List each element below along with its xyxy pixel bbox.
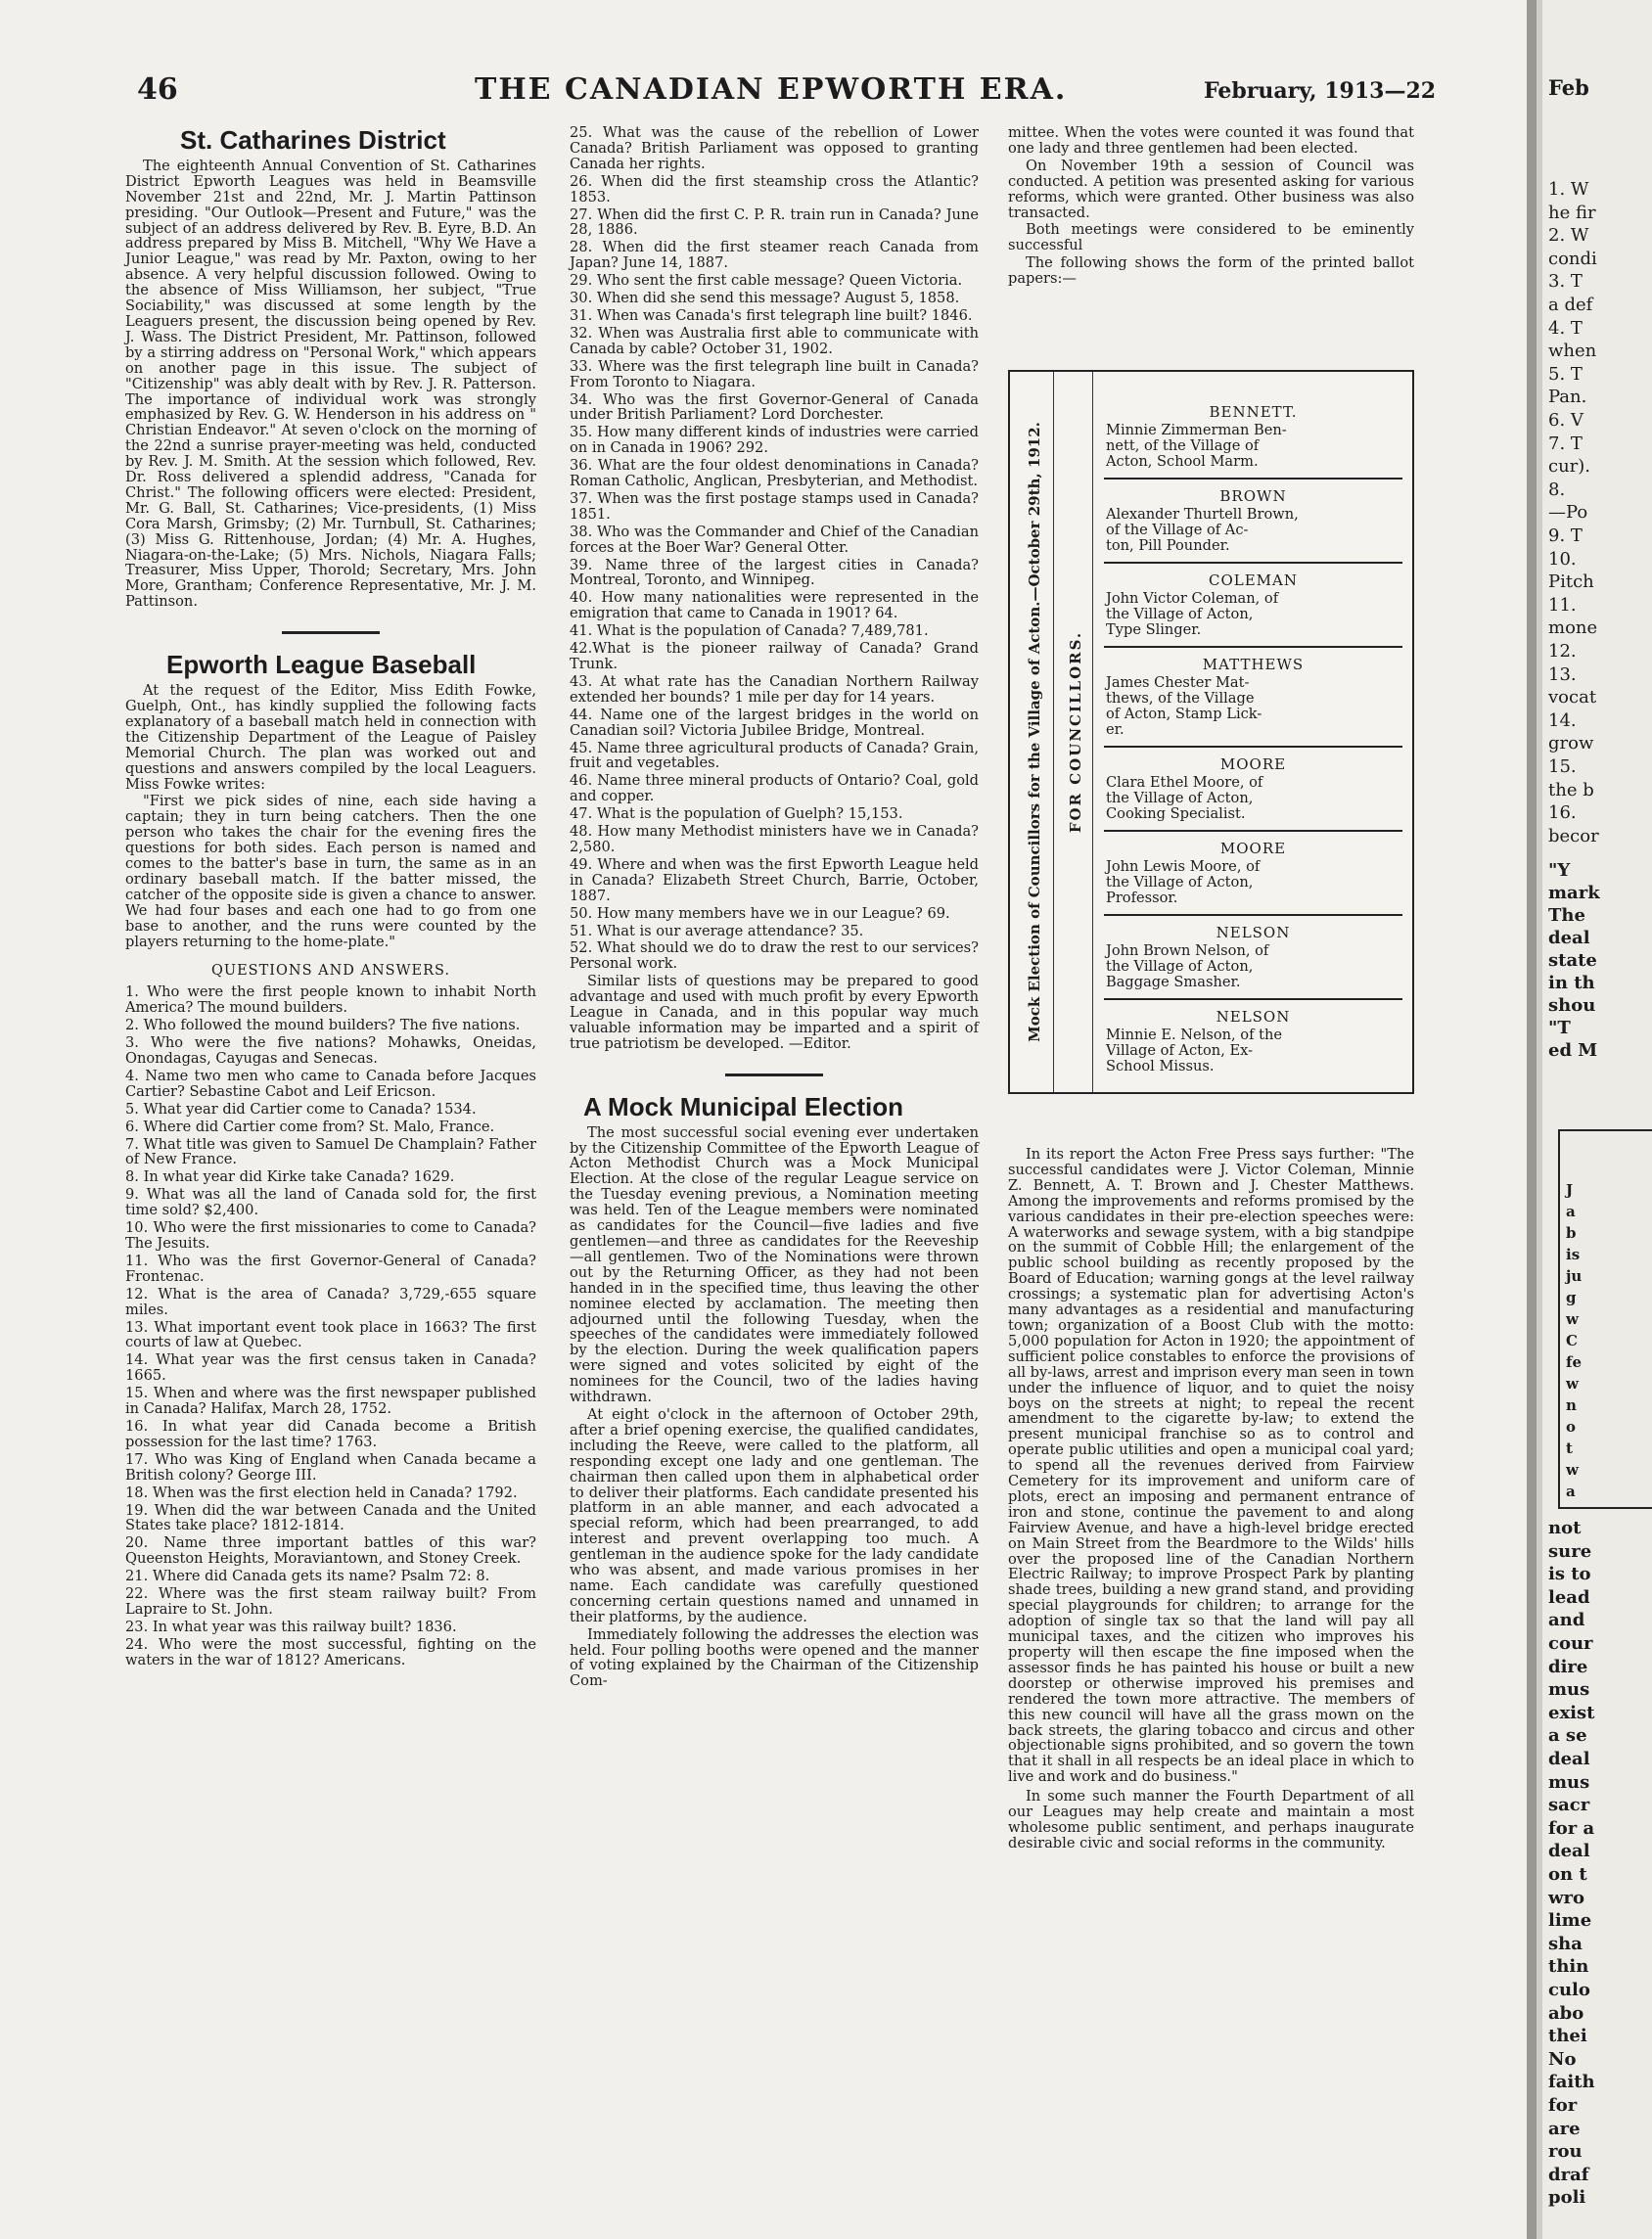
qa-item: 51. What is our average attendance? 35. (570, 922, 864, 939)
qa-item: 23. In what year was this railway built? 1836. (125, 1618, 457, 1635)
candidate-description-line: Village of Acton, Ex- (1106, 1042, 1254, 1059)
qa-item: 17. Who was King of England when Canada became a British colony? George III. (125, 1450, 536, 1484)
questions-closing: Similar lists of questions may be prepared to good advantage and used with much profit by every Epworth League in Canada, and in this popular way much valuable information may be imparted and a spirit of true patriotism be developed. —Editor. (570, 973, 979, 1052)
facing-page-line: 2. W (1548, 225, 1589, 247)
mock-election-heading: A Mock Municipal Election (583, 1091, 903, 1121)
candidate-description-line: James Chester Mat- (1106, 674, 1250, 691)
candidate-description (1104, 675, 1402, 738)
facing-page-line: faith (1548, 2072, 1595, 2093)
qa-item: 19. When did the war between Canada and the United States take place? 1812-1814. (125, 1501, 536, 1534)
facing-page-line: 13. (1548, 663, 1577, 685)
facing-page-line: cour (1548, 1633, 1593, 1654)
section-rule (725, 1074, 823, 1076)
facing-page-box-line: o (1566, 1418, 1577, 1436)
facing-page-box-line: w (1566, 1461, 1579, 1479)
candidate-name: NELSON (1216, 924, 1291, 941)
facing-page-line: ed M (1548, 1040, 1598, 1061)
facing-page-line: thin (1548, 1956, 1589, 1978)
facing-page-line: mark (1548, 883, 1600, 903)
running-title: THE CANADIAN EPWORTH ERA. (475, 72, 1068, 107)
facing-page-box-line: is (1566, 1246, 1581, 1263)
candidate-description-line: the Village of Acton, (1106, 790, 1254, 806)
baseball-quote: "First we pick sides of nine, each side having a captain; they in turn being catchers. Then the one person who takes the chair for the evening fires the questions for both sides. Each person is named and comes to the batter's base in turn, the same as in an ordinary baseball match. If the batter missed, the catcher of the opposite side is given a chance to answer. We had four bases and each one had to go from one base to another, and the runs were counted by the players returning to the home-plate." (125, 793, 536, 950)
facing-page-line: cur). (1548, 456, 1591, 478)
qa-item: 36. What are the four oldest denominations in Canada? Roman Catholic, Anglican, Presbyterian, and Methodist. (570, 457, 979, 490)
question-list-2 (570, 125, 979, 972)
column-3-bottom (1008, 1147, 1414, 1855)
facing-page-line: state (1548, 950, 1597, 971)
qa-item: 12. What is the area of Canada? 3,729,-655 square miles. (125, 1285, 536, 1318)
facing-page-line: 8. (1548, 479, 1566, 500)
facing-page-line: 5. T (1548, 363, 1583, 385)
facing-page-box-line: g (1566, 1289, 1577, 1306)
page-gutter (1527, 0, 1537, 2239)
facing-page-line: No (1548, 2048, 1577, 2070)
col3-p1: mittee. When the votes were counted it was found that one lady and three gentlemen had been elected. (1008, 124, 1414, 157)
mock-election-p1: The most successful social evening ever undertaken by the Citizenship Committee of the Epworth League of Acton Methodist Church was a Mock Municipal Election. At the close of the regular League service on the Tuesday evening previous, a Nomination meeting was held. Ten of the League members were nominated as candidates for the Council—five ladies and five gentlemen—and three as candidates for the Reeveship—all gentlemen. Two of the Nominations were thrown out by the Returning Officer, as they had not been handed in in the specified time, thus leaving the other nominee elected by acclamation. The meeting then adjourned until the following Tuesday, when the speeches of the candidates were immediately followed by the election. During the week qualification papers were signed and votes solicited by eight of the nominees for the Council, two of the ladies having withdrawn. (570, 1123, 979, 1406)
facing-page-line: sure (1548, 1540, 1592, 1562)
facing-page-line: on t (1548, 1864, 1587, 1885)
facing-page-box-line: n (1566, 1396, 1577, 1414)
facing-page-line: mone (1548, 617, 1598, 639)
facing-page-line: Pan. (1548, 387, 1587, 408)
qa-item: 21. Where did Canada gets its name? Psalm 72: 8. (125, 1568, 490, 1585)
question-list-1 (125, 984, 536, 1668)
ballot-title: Mock Election of Councillors for the Village of Acton.—October 29th, 1912. (1026, 422, 1043, 1042)
facing-page-line: mus (1548, 1679, 1590, 1701)
qa-item: 5. What year did Cartier come to Canada? 1534. (125, 1100, 477, 1118)
qa-item: 29. Who sent the first cable message? Queen Victoria. (570, 272, 963, 290)
col3-p3: Both meetings were considered to be eminently successful (1008, 221, 1414, 254)
qa-item: 43. At what rate has the Canadian Northern Railway extended her bounds? 1 mile per day for 14 years. (570, 672, 979, 706)
qa-item: 44. Name one of the largest bridges in the world on Canadian soil? Victoria Jubilee Bridge, Montreal. (570, 706, 979, 739)
facing-page-line: he fir (1548, 202, 1596, 223)
mock-election-p2: At eight o'clock in the afternoon of October 29th, after a brief opening exercise, the qualified candidates, including the Reeve, were called to the platform, all responding except one lady and one gentleman. The chairman then called upon them in alphabetical order to deliver their platforms. Each candidate presented his platform in an able manner, and each advocated a special reform, which had been prearranged, to add interest and prevent overlapping too much. A gentleman in the audience spoke for the lady candidate who was absent, and made various promises in her name. Each candidate was carefully questioned concerning certain questions named and unnamed in their platforms, by the audience. (570, 1405, 979, 1625)
qa-item: 15. When and where was the first newspaper published in Canada? Halifax, March 28, 1752. (125, 1385, 536, 1418)
qa-item: 24. Who were the most successful, fighting on the waters in the war of 1812? Americans. (125, 1635, 536, 1668)
qa-item: 30. When did she send this message? August 5, 1858. (570, 290, 960, 307)
facing-page-line: sha (1548, 1933, 1583, 1954)
facing-page-line: "Y (1548, 860, 1571, 881)
page-number: 46 (137, 72, 178, 107)
candidate-description (1104, 591, 1402, 638)
ballot-candidate (1104, 395, 1402, 480)
qa-item: 26. When did the first steamship cross the Atlantic? 1853. (570, 172, 979, 206)
qa-item: 45. Name three agricultural products of Canada? Grain, fruit and vegetables. (570, 739, 979, 772)
facing-page-line: when (1548, 341, 1597, 362)
qa-item: 16. In what year did Canada become a British possession for the last time? 1763. (125, 1417, 536, 1450)
qa-item: 32. When was Australia first able to communicate with Canada by cable? October 31, 1902. (570, 324, 979, 357)
facing-page-line: rou (1548, 2141, 1583, 2163)
facing-page-line: thei (1548, 2026, 1587, 2047)
facing-page-line: draf (1548, 2164, 1589, 2185)
facing-page-line: culo (1548, 1980, 1590, 2000)
facing-page-line: mus (1548, 1771, 1590, 1793)
col3-p4: The following shows the form of the printed ballot papers:— (1008, 254, 1414, 288)
issue-date: February, 1913—22 (1204, 78, 1437, 104)
facing-page-line: condi (1548, 248, 1597, 269)
facing-page-line: in th (1548, 973, 1595, 993)
candidate-description-line: the Village of Acton, (1106, 874, 1254, 891)
qa-item: 49. Where and when was the first Epworth League held in Canada? Elizabeth Street Church, Barrie, October, 1887. (570, 855, 979, 904)
qa-item: 42.What is the pioneer railway of Canada? Grand Trunk. (570, 640, 979, 672)
facing-page-header: Feb (1548, 75, 1589, 100)
candidate-description-line: Clara Ethel Moore, of (1106, 774, 1263, 791)
facing-page-line: "T (1548, 1018, 1571, 1038)
qa-item: 3. Who were the five nations? Mohawks, Oneidas, Onondagas, Cayugas and Senecas. (125, 1034, 536, 1068)
mock-election-p3: Immediately following the addresses the election was held. Four polling booths were opened and the manner of voting explained by the Chairman of the Citizenship Com- (570, 1625, 979, 1690)
facing-page-line: 6. V (1548, 410, 1583, 431)
facing-page-line: deal (1548, 928, 1590, 948)
facing-page-line: 10. (1548, 548, 1577, 570)
qa-item: 1. Who were the first people known to inhabit North America? The mound builders. (125, 983, 536, 1017)
ballot-candidate (1104, 564, 1402, 648)
qa-item: 31. When was Canada's first telegraph line built? 1846. (570, 306, 973, 324)
facing-page-line: Pitch (1548, 571, 1594, 593)
facing-page-line: grow (1548, 733, 1594, 754)
facing-page-line: —Po (1548, 502, 1588, 524)
facing-page-line: a def (1548, 295, 1593, 315)
candidate-description-line: Baggage Smasher. (1106, 974, 1241, 990)
ballot-candidate (1104, 480, 1402, 564)
candidate-description (1104, 943, 1402, 990)
candidate-description-line: School Missus. (1106, 1058, 1215, 1074)
facing-page-box-line: a (1566, 1203, 1576, 1220)
facing-page-box-line: w (1566, 1310, 1579, 1328)
qa-item: 50. How many members have we in our League? 69. (570, 904, 950, 922)
candidate-description (1104, 507, 1402, 554)
facing-page-box-line: a (1566, 1483, 1576, 1500)
candidate-name: NELSON (1216, 1008, 1291, 1026)
column-1 (125, 125, 536, 1670)
candidate-description-line: Type Slinger. (1106, 621, 1202, 638)
candidate-description (1104, 423, 1402, 470)
facing-page-line: shou (1548, 995, 1596, 1016)
facing-page-line: The (1548, 905, 1585, 926)
facing-page-line: 12. (1548, 641, 1577, 662)
facing-page-fragment (1542, 0, 1652, 2239)
ballot-subtitle: FOR COUNCILLORS. (1067, 630, 1084, 834)
candidate-description-line: nett, of the Village of (1106, 437, 1260, 454)
facing-page-box-line: C (1566, 1332, 1578, 1349)
facing-page-line: 14. (1548, 709, 1577, 731)
facing-page-box-line: J (1566, 1181, 1574, 1199)
facing-page-line: abo (1548, 2002, 1584, 2024)
facing-page-line: dire (1548, 1656, 1588, 1677)
facing-page-box-line: w (1566, 1375, 1579, 1393)
qa-item: 25. What was the cause of the rebellion of Lower Canada? British Parliament was opposed to granting Canada her rights. (570, 124, 979, 172)
candidate-description-line: of Acton, Stamp Lick- (1106, 706, 1262, 722)
candidate-description-line: the Village of Acton, (1106, 606, 1254, 622)
candidate-description-line: Minnie E. Nelson, of the (1106, 1027, 1283, 1043)
ballot-candidate (1104, 748, 1402, 832)
qa-item: 33. Where was the first telegraph line built in Canada? From Toronto to Niagara. (570, 357, 979, 390)
baseball-heading: Epworth League Baseball (166, 650, 477, 680)
qa-item: 9. What was all the land of Canada sold for, the first time sold? $2,400. (125, 1186, 536, 1219)
candidate-description (1104, 775, 1402, 822)
candidate-description-line: Acton, School Marm. (1106, 453, 1259, 470)
candidate-description-line: Minnie Zimmerman Ben- (1106, 422, 1287, 438)
qa-item: 18. When was the first election held in Canada? 1792. (125, 1484, 518, 1501)
facing-page-line: exist (1548, 1702, 1595, 1723)
qa-item: 10. Who were the first missionaries to come to Canada? The Jesuits. (125, 1219, 536, 1252)
facing-page-line: 3. T (1548, 271, 1583, 293)
qa-item: 46. Name three mineral products of Ontario? Coal, gold and copper. (570, 772, 979, 805)
ballot-candidate-list (1104, 395, 1402, 1082)
candidate-description-line: the Village of Acton, (1106, 958, 1254, 975)
qa-item: 4. Name two men who came to Canada before Jacques Cartier? Sebastine Cabot and Leif Ericson. (125, 1067, 536, 1100)
candidate-description-line: John Victor Coleman, of (1106, 590, 1279, 607)
candidate-description-line: Professor. (1106, 890, 1178, 906)
ballot-candidate (1104, 648, 1402, 748)
qa-item: 41. What is the population of Canada? 7,489,781. (570, 622, 929, 640)
candidate-name: BENNETT. (1209, 403, 1298, 421)
qa-item: 39. Name three of the largest cities in Canada? Montreal, Toronto, and Winnipeg. (570, 556, 979, 589)
facing-page-line: and (1548, 1610, 1585, 1631)
qa-item: 52. What should we do to draw the rest to our services? Personal work. (570, 939, 979, 973)
facing-page-line: deal (1548, 1841, 1590, 1862)
candidate-description-line: John Lewis Moore, of (1106, 858, 1261, 875)
ballot-paper (1008, 370, 1414, 1094)
facing-page-line: a se (1548, 1725, 1587, 1747)
candidate-name: BROWN (1219, 487, 1287, 505)
facing-page-line: wro (1548, 1887, 1584, 1908)
col3-p2: On November 19th a session of Council was conducted. A petition was presented asking for various reforms, which were granted. Other business was also transacted. (1008, 157, 1414, 221)
facing-page-line: for (1548, 2095, 1578, 2116)
facing-page-line: 1. W (1548, 179, 1589, 200)
candidate-description-line: thews, of the Village (1106, 690, 1255, 707)
qa-item: 6. Where did Cartier come from? St. Malo, France. (125, 1118, 495, 1135)
ballot-candidate (1104, 916, 1402, 1000)
facing-page-box-line: b (1566, 1224, 1577, 1242)
facing-page-box-line: t (1566, 1439, 1573, 1457)
qa-item: 27. When did the first C. P. R. train run in Canada? June 28, 1886. (570, 206, 979, 239)
facing-page-line: 16. (1548, 802, 1577, 824)
ballot-candidate (1104, 1000, 1402, 1082)
col3-closing: In some such manner the Fourth Department of all our Leagues may help create and maintain a most wholesome public sentiment, and perhaps inaugurate desirable civic and social reforms in the community. (1008, 1788, 1414, 1851)
qa-item: 48. How many Methodist ministers have we in Canada? 2,580. (570, 823, 979, 855)
facing-page-line: deal (1548, 1749, 1590, 1769)
qa-item: 14. What year was the first census taken in Canada? 1665. (125, 1351, 536, 1385)
candidate-name: MATTHEWS (1202, 656, 1305, 673)
facing-page-line: 15. (1548, 756, 1577, 777)
facing-page-line: lime (1548, 1910, 1592, 1932)
candidate-name: COLEMAN (1208, 571, 1298, 589)
ballot-candidate (1104, 832, 1402, 916)
candidate-description-line: Cooking Specialist. (1106, 805, 1246, 822)
facing-page-line: becor (1548, 825, 1599, 846)
st-catharines-heading: St. Catharines District (180, 125, 446, 155)
facing-page-line: 11. (1548, 594, 1577, 616)
facing-page-line: poli (1548, 2187, 1586, 2209)
qa-item: 40. How many nationalities were represented in the emigration that came to Canada in 1901? 64. (570, 589, 979, 622)
qa-heading: QUESTIONS AND ANSWERS. (210, 962, 451, 979)
facing-page-line: lead (1548, 1586, 1590, 1608)
qa-item: 37. When was the first postage stamps used in Canada? 1851. (570, 489, 979, 523)
candidate-description-line: ton, Pill Pounder. (1106, 537, 1230, 554)
facing-page-line: 9. T (1548, 525, 1583, 546)
qa-item: 2. Who followed the mound builders? The five nations. (125, 1017, 521, 1034)
facing-page-line: the b (1548, 779, 1594, 800)
facing-page-box-line: fe (1566, 1353, 1582, 1371)
column-2 (570, 125, 979, 1691)
facing-page-line: for a (1548, 1817, 1595, 1839)
qa-item: 35. How many different kinds of industries were carried on in Canada in 1906? 292. (570, 424, 979, 457)
section-rule (282, 631, 380, 634)
candidate-name: MOORE (1219, 840, 1287, 857)
facing-page-line: vocat (1548, 687, 1597, 708)
qa-item: 8. In what year did Kirke take Canada? 1629. (125, 1168, 455, 1186)
facing-page-line: are (1548, 2118, 1581, 2139)
qa-item: 11. Who was the first Governor-General of Canada? Frontenac. (125, 1252, 536, 1285)
facing-page-box (1558, 1129, 1652, 1509)
facing-page-line: not (1548, 1518, 1582, 1538)
qa-item: 38. Who was the Commander and Chief of the Canadian forces at the Boer War? General Otter. (570, 523, 979, 556)
qa-item: 47. What is the population of Guelph? 15,153. (570, 805, 903, 823)
candidate-description-line: John Brown Nelson, of (1106, 942, 1269, 959)
facing-page-line: 7. T (1548, 433, 1583, 454)
st-catharines-body: The eighteenth Annual Convention of St. Catharines District Epworth Leagues was held in Beamsville November 21st and 22nd, Mr. J. Martin Pattinson presiding. "Our Outlook—Present and Future," was the subject of an address delivered by Rev. B. Eyre, B.D. An address prepared by Miss B. Mitchell, "Why We Have a Junior League," was read by Mr. Paxton, owing to her absence. A very helpful discussion followed. Owing to the absence of Miss Williamson, her subject, "True Sociability," was discussed at some length by the Leaguers present, the discussion being opened by Rev. J. Wass. The District President, Mr. Pattinson, followed by a stirring address on "Personal Work," which appears on another page in this issue. The subject of "Citizenship" was ably dealt with by Rev. J. R. Patterson. The importance of individual work was strongly emphasized by Rev. G. W. Henderson in his address on " Christian Endeavor." At seven o'clock on the morning of the 22nd a sunrise prayer-meeting was held, conducted by Rev. J. M. Smith. At the session which followed, Rev. Dr. Ross delivered a splendid address, "Canada for Christ." The following officers were elected: President, Mr. G. Ball, St. Catharines; Vice-presidents, (1) Miss Cora Marsh, Grimsby; (2) Mr. Turnbull, St. Catharines; (3) Miss G. Rittenhouse, Jordan; (4) Mr. A. Hughes, Niagara-on-the-Lake; (5) Mrs. Nichols, Niagara Falls; Treasurer, Miss Upper, Thorold; Secretary, Mrs. John More, Grantham; Conference Representative, Mr. J. M. Pattinson. (125, 157, 536, 611)
candidate-description-line: Alexander Thurtell Brown, (1106, 506, 1299, 523)
facing-page-line: 4. T (1548, 317, 1583, 339)
facing-page-line: sacr (1548, 1795, 1590, 1816)
candidate-name: MOORE (1219, 755, 1287, 773)
facing-page-box-line: ju (1566, 1267, 1583, 1285)
candidate-description (1104, 859, 1402, 906)
qa-item: 7. What title was given to Samuel De Champlain? Father of New France. (125, 1135, 536, 1168)
qa-item: 34. Who was the first Governor-General of Canada under British Parliament? Lord Dorchester. (570, 390, 979, 424)
qa-item: 28. When did the first steamer reach Canada from Japan? June 14, 1887. (570, 239, 979, 272)
candidate-description-line: er. (1106, 721, 1124, 738)
facing-page-line: is to (1548, 1564, 1591, 1585)
acton-report: In its report the Acton Free Press says further: "The successful candidates were J. Victor Coleman, Minnie Z. Bennett, A. T. Brown and J. Chester Matthews. Among the improvements and reforms promised by the various candidates in their pre-election speeches were: A waterworks and sewage system, with a big standpipe on the summit of Cobble Hill; the enlargement of the public school building as recently proposed by the Board of Education; warning gongs at the level railway crossings; a systematic plan for advertising Acton's many advantages as a residential and manufacturing town; organization of a Boost Club with the motto: 5,000 population for Acton in 1920; the appointment of sufficient police constables to enforce the provisions of all by-laws, arrest and imprison every man seen in town under the influence of liquor, and to quiet the noisy boys on the streets at night; to repeal the recent amendment to the cigarette by-law; to extend the present municipal franchise so as to control and operate public utilities and open a municipal coal yard; to spend all the revenues derived from Fairview Cemetery for its improvement and uniform care of plots, erect an imposing and permanent entrance of iron and stone, continue the pavement to and along Fairview Avenue, and have a high-level bridge erected on Main Street from the Beardmore to the Wilds' hills over the proposed line of the Canadian Northern Electric Railway; to improve Prospect Park by planting shade trees, building a new grand stand, and providing special playgrounds for children; to arrange for the adoption of single tax so that the land will pay all municipal taxes, and the citizen who improves his property will then escape the fine imposed when the assessor finds he has painted his house or built a new doorstep or otherwise improved his premises and rendered the town more attractive. The members of this new council will have all the grass mown on the back streets, the glaring tobacco and circus and other objectionable signs prohibited, and so govern the town that it shall in all respects be an ideal place in which to live and work and do business." (1008, 1146, 1414, 1786)
qa-item: 22. Where was the first steam railway built? From Lapraire to St. John. (125, 1585, 536, 1618)
qa-item: 13. What important event took place in 1663? The first courts of law at Quebec. (125, 1318, 536, 1351)
column-3 (1008, 125, 1414, 289)
candidate-description (1104, 1028, 1402, 1074)
candidate-description-line: of the Village of Ac- (1106, 522, 1249, 538)
qa-item: 20. Name three important battles of this war? Queenston Heights, Moraviantown, and Stoney Creek. (125, 1534, 536, 1568)
baseball-intro: At the request of the Editor, Miss Edith Fowke, Guelph, Ont., has kindly supplied the following facts explanatory of a baseball match held in connection with the Citizenship Department of the League of Paisley Memorial Church. The plan was worked out and questions and answers compiled by the local Leaguers. Miss Fowke writes: (125, 682, 536, 793)
